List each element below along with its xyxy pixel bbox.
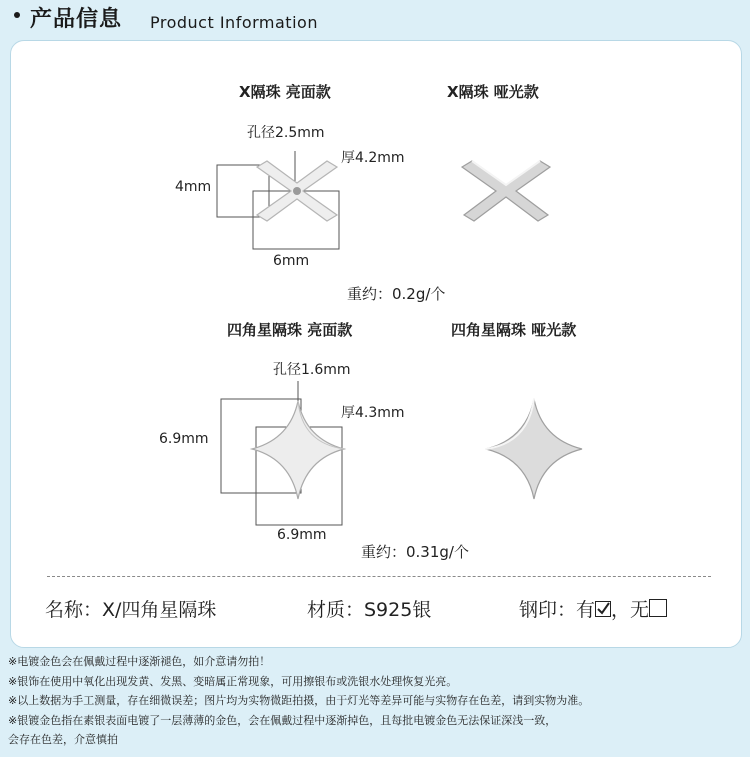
note-line: ※电镀金色会在佩戴过程中逐渐褪色，如介意请勿拍！ [8, 655, 271, 668]
product-material: 材质：S925银 [307, 599, 432, 621]
x-matte-title: X隔珠 哑光款 [447, 83, 539, 101]
x-thickness-label: 厚4.2mm [341, 150, 405, 166]
star-thickness-label: 厚4.3mm [341, 405, 405, 421]
star-glossy-title: 四角星隔珠 亮面款 [227, 321, 353, 339]
x-weight: 重约：0.2g/个 [347, 285, 446, 303]
x-width-label: 6mm [273, 253, 310, 269]
note-line: ※以上数据为手工测量，存在细微误差；图片均为实物微距拍摄，由于灯光等差异可能与实物存在色差，请到实物为准。 [8, 694, 590, 707]
checked-box-icon [595, 601, 611, 617]
stamp-label: 钢印：有 [519, 599, 596, 621]
star-matte-title: 四角星隔珠 哑光款 [451, 321, 577, 339]
x-matte-bead [462, 161, 550, 221]
product-name: 名称：X/四角星隔珠 [45, 599, 217, 621]
x-glossy-title: X隔珠 亮面款 [239, 83, 331, 101]
stamp-separator: ，无 [611, 599, 650, 621]
section-header [0, 0, 750, 40]
x-glossy-image [211, 151, 351, 261]
section-subtitle: Product Information [150, 13, 318, 32]
product-info-card [10, 40, 742, 648]
star-glossy-image [216, 381, 356, 526]
star-glossy-bead [252, 401, 344, 499]
star-matte-image [479, 397, 589, 502]
star-height-label: 6.9mm [159, 431, 209, 447]
x-hole-label: 孔径2.5mm [247, 125, 325, 141]
note-line: 会存在色差，介意慎拍 [8, 733, 118, 746]
star-matte-bead [486, 399, 582, 499]
star-weight: 重约：0.31g/个 [361, 543, 469, 561]
notes-section [8, 652, 748, 750]
divider [47, 576, 711, 577]
x-matte-image [451, 151, 561, 231]
section-title: 产品信息 [30, 7, 123, 32]
empty-box-icon [649, 599, 667, 617]
star-width-label: 6.9mm [277, 527, 327, 543]
star-hole-label: 孔径1.6mm [273, 362, 351, 378]
bullet-dot [14, 12, 20, 18]
x-height-label: 4mm [175, 179, 212, 195]
note-line: ※银镀金色指在素银表面电镀了一层薄薄的金色，会在佩戴过程中逐渐掉色，且每批电镀金色无法保证深浅一致， [8, 713, 557, 727]
stamp-info [519, 595, 667, 622]
note-line: ※银饰在使用中氧化出现发黄、发黑、变暗属正常现象，可用擦银布或洗银水处理恢复光亮。 [8, 674, 458, 688]
